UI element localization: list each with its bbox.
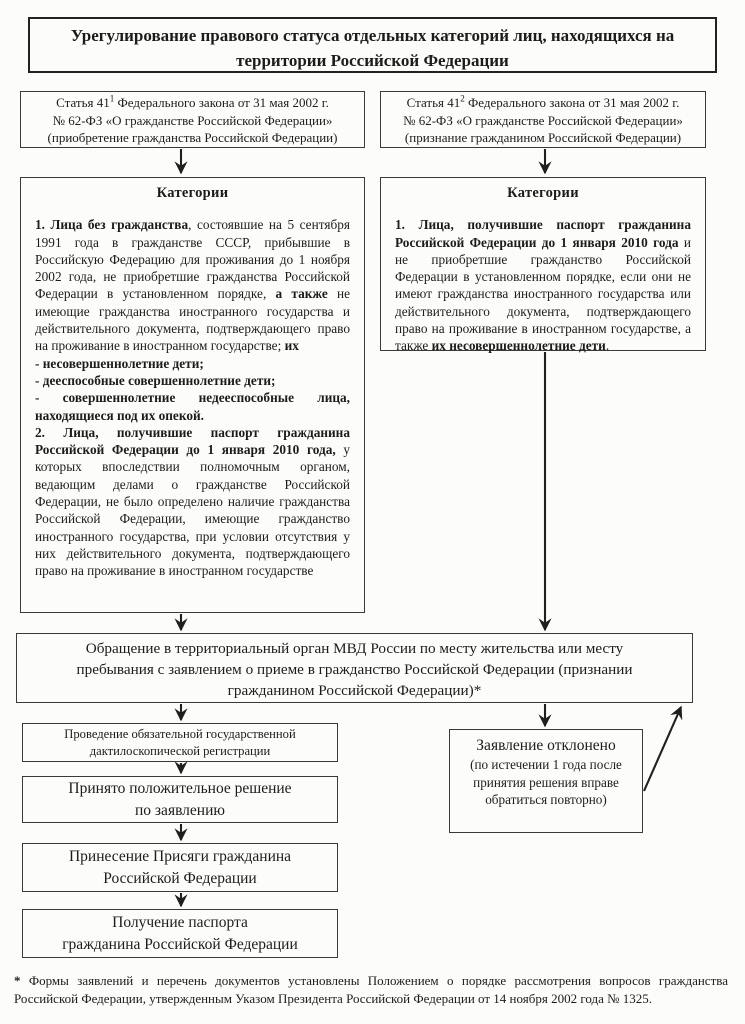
- application-text: Обращение в территориальный орган МВД России по месту жительства или месту пребывания с заявлением о приеме в гражданство Российской Федерации (признании гражданином Российской Федерации)*: [76, 640, 633, 699]
- text-segment: Статья 41: [406, 95, 461, 110]
- arrow-rejected-reapply: [644, 707, 681, 791]
- step-line: Российской Федерации: [103, 870, 257, 887]
- passport-receipt-box: [22, 909, 338, 958]
- category-item-2-left: [35, 424, 350, 580]
- text-segment: Федерального закона от 31 мая 2002 г.: [464, 95, 680, 110]
- superscript-2: 2: [460, 93, 465, 104]
- text-segment-bold: их несовершеннолетние дети: [431, 338, 606, 354]
- rejected-note: (по истечении 1 года после принятия решения вправе обратиться повторно): [470, 757, 622, 807]
- law-line-3: (признание гражданином Российской Федерации): [404, 130, 682, 145]
- categories-left-heading: Категории: [156, 185, 229, 201]
- step-line: Проведение обязательной государственной: [64, 727, 296, 741]
- step-line: Принесение Присяги гражданина: [68, 848, 292, 865]
- step-line: по заявлению: [135, 802, 225, 819]
- positive-decision-box: [22, 776, 338, 823]
- category-bullet-incapacitated: - совершеннолетние недееспособные лица, находящиеся под их опекой.: [35, 390, 350, 423]
- law-line-1: [21, 94, 364, 112]
- text-segment: и не приобретшие гражданство Российской Федерации в установленном порядке, если они не имеют гражданства иностранного государства или действительного документа, подтверждающего право на проживание в иностранном государстве, а также: [395, 234, 691, 354]
- text-segment-bold: 1. Лица, получившие паспорт гражданина Российской Федерации до 1 января 2010 года: [395, 217, 691, 250]
- page-title-box: [28, 17, 717, 73]
- categories-right-box: [380, 177, 706, 354]
- categories-left-box: [20, 177, 365, 613]
- step-line: дактилоскопической регистрации: [89, 743, 271, 758]
- footnote: [14, 972, 728, 1007]
- law-line-3: (приобретение гражданства Российской Федерации): [47, 130, 338, 145]
- category-bullet-adult-children: - дееспособные совершеннолетние дети;: [35, 372, 276, 388]
- superscript-1: 1: [109, 93, 115, 104]
- citizenship-oath-box: [22, 843, 338, 892]
- step-line: Принято положительное решение: [68, 780, 292, 797]
- footnote-asterisk: *: [14, 973, 21, 988]
- category-bullet-minor-children: - несовершеннолетние дети;: [35, 355, 204, 371]
- step-line: Получение паспорта: [112, 914, 248, 931]
- law-line-2: № 62-ФЗ «О гражданстве Российской Федерации»: [403, 112, 683, 128]
- law-article-41-2-box: [380, 91, 706, 148]
- text-segment: у которых впоследствии полномочным органом, ведающим делами о гражданстве Российской Федерации, не было определено наличие гражданства Российской Федерации, имеющие гражданство иностранного государства, при условии отсутствия у них действительного документа, подтверждающего право на проживание в иностранном государстве: [35, 442, 350, 579]
- text-segment: , состоявшие на 5 сентября 1991 года в гражданстве СССР, прибывшие в Российскую Федерацию для проживания до 1 ноября 2002 года, не приобретшие гражданства Российской Федерации в установленном порядке,: [35, 217, 350, 302]
- text-segment-bold: их: [284, 338, 299, 354]
- law-line-2: № 62-ФЗ «О гражданстве Российской Федерации»: [52, 112, 333, 128]
- law-article-41-1-box: [20, 91, 365, 148]
- text-segment: Статья 41: [56, 95, 110, 110]
- law-line-1: [381, 94, 705, 112]
- text-segment: не имеющие гражданства иностранного государства и действительного документа, подтверждающего право на проживание в иностранном государстве;: [35, 286, 350, 354]
- text-segment: .: [605, 338, 610, 354]
- text-segment: Федерального закона от 31 мая 2002 г.: [114, 95, 329, 110]
- categories-right-heading: Категории: [507, 185, 579, 201]
- page-title: Урегулирование правового статуса отдельных категорий лиц, находящихся на территории Российской Федерации: [70, 26, 675, 70]
- category-item-1-right: [395, 216, 691, 354]
- text-segment-bold: 1. Лица без гражданства: [35, 217, 189, 233]
- footnote-text: Формы заявлений и перечень документов установлены Положением о порядке рассмотрения вопросов гражданства Российской Федерации, утвержденным Указом Президента Российской Федерации от 14 ноября 2002 года № 1325.: [14, 973, 728, 1006]
- fingerprint-registration-box: [22, 723, 338, 762]
- text-segment-bold: а также: [275, 286, 328, 302]
- application-rejected-box: [449, 729, 643, 833]
- application-to-mvd-box: [16, 633, 693, 703]
- category-item-1-left: [35, 216, 350, 354]
- rejected-title: Заявление отклонено: [476, 737, 616, 754]
- text-segment-bold: 2. Лица, получившие паспорт гражданина Российской Федерации до 1 января 2010 года,: [35, 424, 350, 458]
- step-line: гражданина Российской Федерации: [62, 936, 298, 953]
